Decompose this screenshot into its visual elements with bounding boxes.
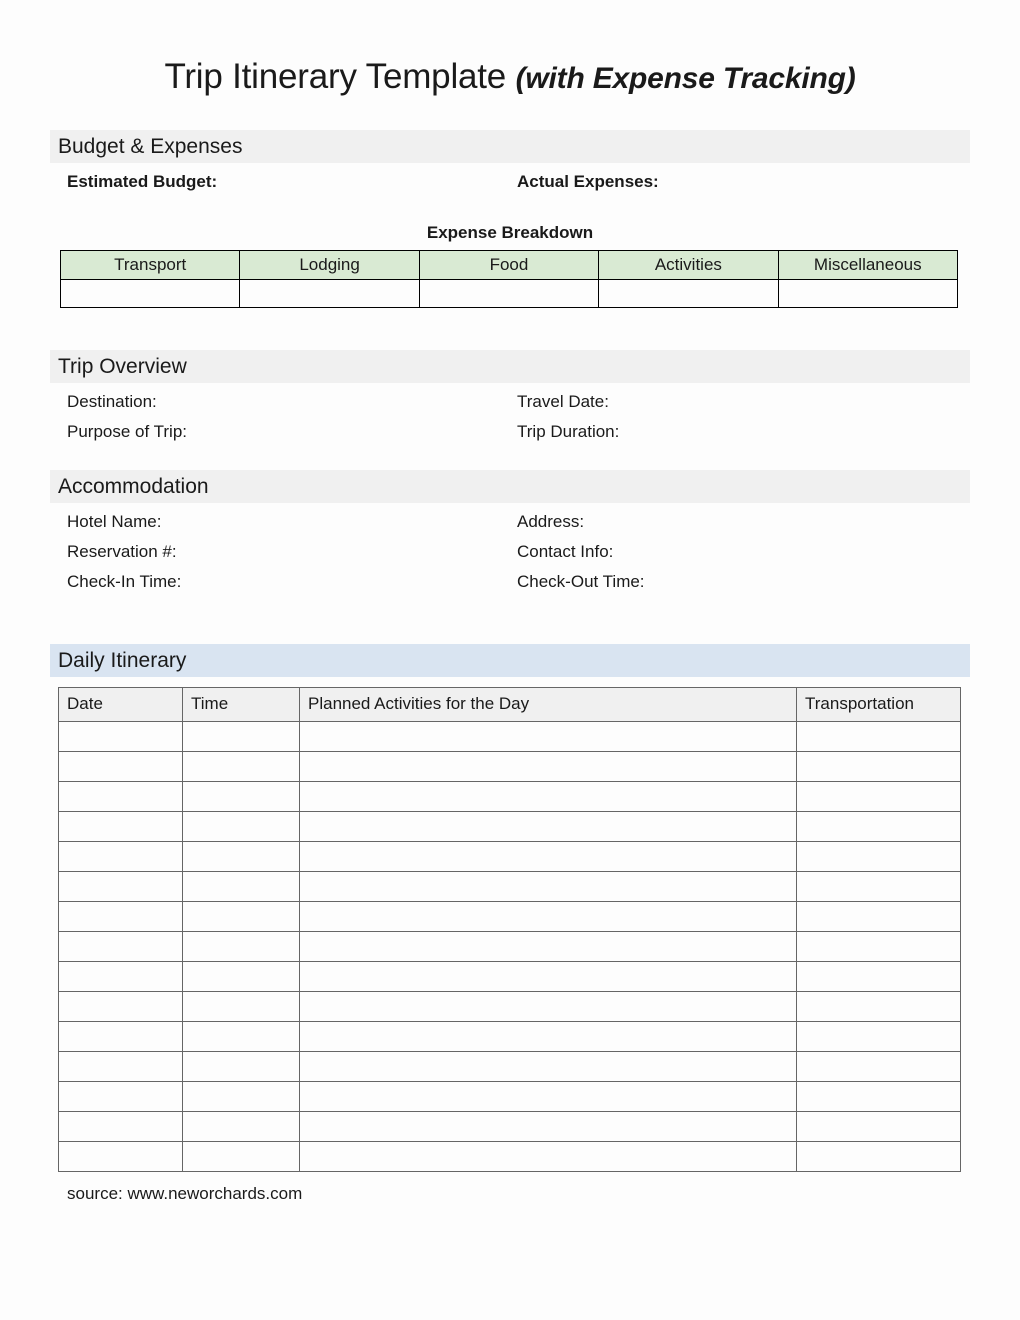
page-title-main: Trip Itinerary Template [164, 57, 516, 96]
table-row [59, 871, 961, 901]
itinerary-cell-date[interactable] [59, 1141, 183, 1171]
itinerary-cell-date[interactable] [59, 721, 183, 751]
expense-breakdown-table [60, 250, 958, 308]
itinerary-cell-transportation[interactable] [797, 841, 961, 871]
table-row [59, 1081, 961, 1111]
itinerary-cell-transportation[interactable] [797, 991, 961, 1021]
table-row [59, 1051, 961, 1081]
itinerary-cell-time[interactable] [183, 871, 300, 901]
itinerary-column-header-time: Time [183, 687, 300, 721]
itinerary-cell-date[interactable] [59, 1051, 183, 1081]
itinerary-cell-transportation[interactable] [797, 781, 961, 811]
itinerary-cell-time[interactable] [183, 1141, 300, 1171]
source-note: source: www.neworchards.com [67, 1183, 303, 1203]
itinerary-cell-time[interactable] [183, 961, 300, 991]
itinerary-cell-time[interactable] [183, 1081, 300, 1111]
itinerary-cell-activities[interactable] [300, 1141, 797, 1171]
field-row [50, 392, 970, 422]
field-row [50, 512, 970, 542]
itinerary-cell-date[interactable] [59, 751, 183, 781]
itinerary-cell-transportation[interactable] [797, 1051, 961, 1081]
trip-overview-fields [50, 383, 970, 452]
table-row [59, 961, 961, 991]
table-row [59, 931, 961, 961]
check-out-time-label: Check-Out Time: [517, 571, 645, 591]
field-row [50, 422, 970, 452]
trip-duration-label: Trip Duration: [517, 421, 620, 441]
contact-info-label: Contact Info: [517, 541, 614, 561]
itinerary-cell-time[interactable] [183, 811, 300, 841]
table-row [59, 751, 961, 781]
section-header-trip-overview: Trip Overview [50, 350, 970, 383]
itinerary-cell-date[interactable] [59, 781, 183, 811]
itinerary-cell-activities[interactable] [300, 1081, 797, 1111]
itinerary-cell-activities[interactable] [300, 961, 797, 991]
page-title-subtitle: (with Expense Tracking) [515, 62, 856, 95]
table-row [59, 1021, 961, 1051]
itinerary-cell-time[interactable] [183, 1051, 300, 1081]
itinerary-cell-transportation[interactable] [797, 901, 961, 931]
itinerary-cell-transportation[interactable] [797, 1141, 961, 1171]
table-row [59, 841, 961, 871]
itinerary-cell-activities[interactable] [300, 1111, 797, 1141]
table-row [59, 721, 961, 751]
section-header-budget-expenses: Budget & Expenses [50, 130, 970, 163]
expense-value-cell[interactable] [778, 279, 957, 307]
itinerary-table-body [59, 721, 961, 1171]
itinerary-cell-date[interactable] [59, 811, 183, 841]
itinerary-cell-time[interactable] [183, 841, 300, 871]
itinerary-cell-date[interactable] [59, 871, 183, 901]
table-row [59, 901, 961, 931]
budget-fields [50, 163, 970, 202]
section-header-daily-itinerary: Daily Itinerary [50, 644, 970, 677]
table-row [59, 1111, 961, 1141]
itinerary-cell-date[interactable] [59, 991, 183, 1021]
hotel-name-label: Hotel Name: [67, 511, 162, 531]
expense-value-cell[interactable] [61, 279, 240, 307]
table-row [59, 781, 961, 811]
itinerary-cell-date[interactable] [59, 961, 183, 991]
itinerary-cell-time[interactable] [183, 721, 300, 751]
itinerary-cell-time[interactable] [183, 991, 300, 1021]
itinerary-column-header-transportation: Transportation [797, 687, 961, 721]
document-content [50, 0, 970, 1204]
itinerary-cell-activities[interactable] [300, 751, 797, 781]
itinerary-cell-time[interactable] [183, 931, 300, 961]
travel-date-label: Travel Date: [517, 391, 609, 411]
destination-label: Destination: [67, 391, 157, 411]
itinerary-cell-activities[interactable] [300, 931, 797, 961]
accommodation-fields [50, 503, 970, 602]
itinerary-cell-activities[interactable] [300, 1021, 797, 1051]
expense-column-header: Miscellaneous [778, 250, 957, 279]
itinerary-cell-transportation[interactable] [797, 811, 961, 841]
field-row [50, 572, 970, 602]
expense-value-row [61, 279, 958, 307]
itinerary-cell-time[interactable] [183, 901, 300, 931]
itinerary-cell-time[interactable] [183, 1021, 300, 1051]
itinerary-cell-date[interactable] [59, 1021, 183, 1051]
table-row [59, 1141, 961, 1171]
address-label: Address: [517, 511, 585, 531]
itinerary-cell-transportation[interactable] [797, 931, 961, 961]
itinerary-cell-transportation[interactable] [797, 871, 961, 901]
expense-column-header: Lodging [240, 250, 419, 279]
section-header-accommodation: Accommodation [50, 470, 970, 503]
actual-expenses-label: Actual Expenses: [517, 171, 659, 191]
itinerary-cell-time[interactable] [183, 781, 300, 811]
itinerary-cell-activities[interactable] [300, 991, 797, 1021]
expense-value-cell[interactable] [599, 279, 778, 307]
check-in-time-label: Check-In Time: [67, 571, 182, 591]
expense-value-cell[interactable] [240, 279, 419, 307]
itinerary-cell-date[interactable] [59, 901, 183, 931]
itinerary-header-row [59, 687, 961, 721]
itinerary-cell-date[interactable] [59, 841, 183, 871]
itinerary-cell-transportation[interactable] [797, 1081, 961, 1111]
itinerary-column-header-date: Date [59, 687, 183, 721]
itinerary-cell-activities[interactable] [300, 721, 797, 751]
field-row [50, 542, 970, 572]
itinerary-cell-transportation[interactable] [797, 751, 961, 781]
expense-column-header: Activities [599, 250, 778, 279]
itinerary-cell-activities[interactable] [300, 781, 797, 811]
itinerary-cell-transportation[interactable] [797, 721, 961, 751]
expense-breakdown-title: Expense Breakdown [426, 222, 594, 242]
itinerary-cell-activities[interactable] [300, 871, 797, 901]
daily-itinerary-table [58, 687, 961, 1172]
expense-column-header: Food [419, 250, 598, 279]
itinerary-cell-date[interactable] [59, 1081, 183, 1111]
table-row [59, 811, 961, 841]
expense-value-cell[interactable] [419, 279, 598, 307]
itinerary-cell-date[interactable] [59, 1111, 183, 1141]
itinerary-cell-transportation[interactable] [797, 1111, 961, 1141]
field-row [50, 172, 970, 202]
estimated-budget-label: Estimated Budget: [67, 171, 218, 191]
itinerary-cell-activities[interactable] [300, 841, 797, 871]
itinerary-cell-activities[interactable] [300, 1051, 797, 1081]
itinerary-column-header-activities: Planned Activities for the Day [300, 687, 797, 721]
expense-column-header: Transport [61, 250, 240, 279]
itinerary-cell-transportation[interactable] [797, 961, 961, 991]
itinerary-cell-activities[interactable] [300, 811, 797, 841]
itinerary-cell-transportation[interactable] [797, 1021, 961, 1051]
itinerary-cell-time[interactable] [183, 1111, 300, 1141]
page-title [50, 58, 970, 97]
reservation-number-label: Reservation #: [67, 541, 177, 561]
itinerary-cell-activities[interactable] [300, 901, 797, 931]
itinerary-cell-date[interactable] [59, 931, 183, 961]
purpose-of-trip-label: Purpose of Trip: [67, 421, 188, 441]
expense-header-row [61, 250, 958, 279]
table-row [59, 991, 961, 1021]
itinerary-cell-time[interactable] [183, 751, 300, 781]
